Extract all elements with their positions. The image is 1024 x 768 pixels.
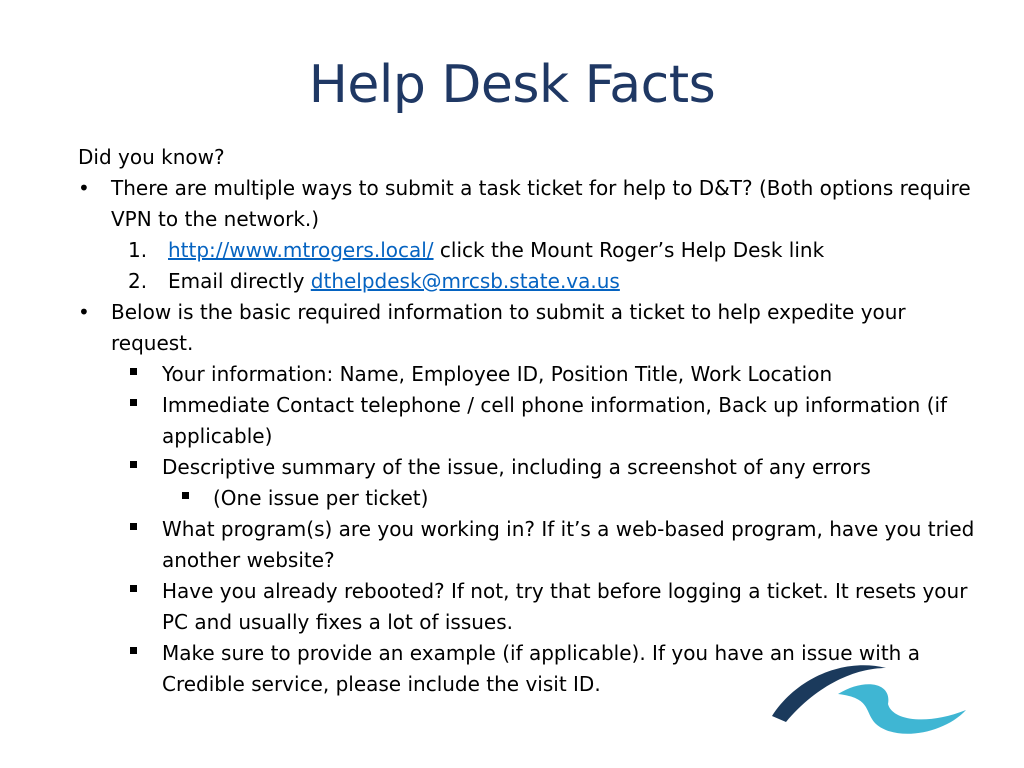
bullet-required-info bbox=[78, 297, 978, 359]
list-item-text: Your information: Name, Employee ID, Position Title, Work Location bbox=[162, 362, 833, 386]
sub-item-list bbox=[78, 483, 978, 514]
submit-options-list bbox=[78, 235, 978, 297]
helpdesk-email-link[interactable]: dthelpdesk@mrcsb.state.va.us bbox=[310, 269, 620, 293]
square-bullet-icon bbox=[130, 647, 137, 654]
list-item-text: What program(s) are you working in? If it’s a web-based program, have you tried another website? bbox=[162, 517, 975, 572]
list-item bbox=[78, 452, 978, 483]
option-number: 2. bbox=[128, 269, 148, 293]
wave-logo-icon bbox=[768, 650, 968, 740]
option-number: 1. bbox=[128, 238, 148, 262]
main-bullet-list bbox=[78, 173, 978, 235]
intro-text: Did you know? bbox=[78, 145, 225, 169]
option-text: Email directly bbox=[168, 269, 311, 293]
list-item bbox=[78, 514, 978, 576]
bullet-ways-to-submit bbox=[78, 173, 978, 235]
required-info-list bbox=[78, 359, 978, 483]
bullet-marker: • bbox=[78, 300, 90, 324]
list-item bbox=[78, 576, 978, 638]
slide-content bbox=[78, 142, 978, 700]
option-website bbox=[78, 235, 978, 266]
slide-title: Help Desk Facts bbox=[308, 55, 716, 115]
main-bullet-list-2 bbox=[78, 297, 978, 359]
square-bullet-icon bbox=[182, 492, 189, 499]
list-item-text: Descriptive summary of the issue, including a screenshot of any errors bbox=[162, 455, 871, 479]
square-bullet-icon bbox=[130, 461, 137, 468]
logo-light-wave bbox=[838, 684, 966, 734]
list-item-text: Have you already rebooted? If not, try that before logging a ticket. It resets your PC and usually fixes a lot of issues. bbox=[162, 579, 968, 634]
option-text: click the Mount Roger’s Help Desk link bbox=[433, 238, 825, 262]
list-item bbox=[78, 359, 978, 390]
list-item bbox=[78, 390, 978, 452]
square-bullet-icon bbox=[130, 399, 137, 406]
square-bullet-icon bbox=[130, 523, 137, 530]
list-item-text: Make sure to provide an example (if applicable). If you have an issue with a Credible service, please include the visit ID. bbox=[162, 641, 920, 696]
bullet-text: Below is the basic required information to submit a ticket to help expedite your request. bbox=[111, 300, 906, 355]
list-item-text: Immediate Contact telephone / cell phone information, Back up information (if applicable) bbox=[162, 393, 948, 448]
list-item-text: (One issue per ticket) bbox=[213, 486, 429, 510]
option-email bbox=[78, 266, 978, 297]
list-item bbox=[78, 483, 978, 514]
bullet-text: There are multiple ways to submit a task ticket for help to D&T? (Both options require VPN to the network.) bbox=[111, 176, 971, 231]
square-bullet-icon bbox=[130, 368, 137, 375]
helpdesk-website-link[interactable]: http://www.mtrogers.local/ bbox=[168, 238, 434, 262]
square-bullet-icon bbox=[130, 585, 137, 592]
bullet-marker: • bbox=[78, 176, 90, 200]
